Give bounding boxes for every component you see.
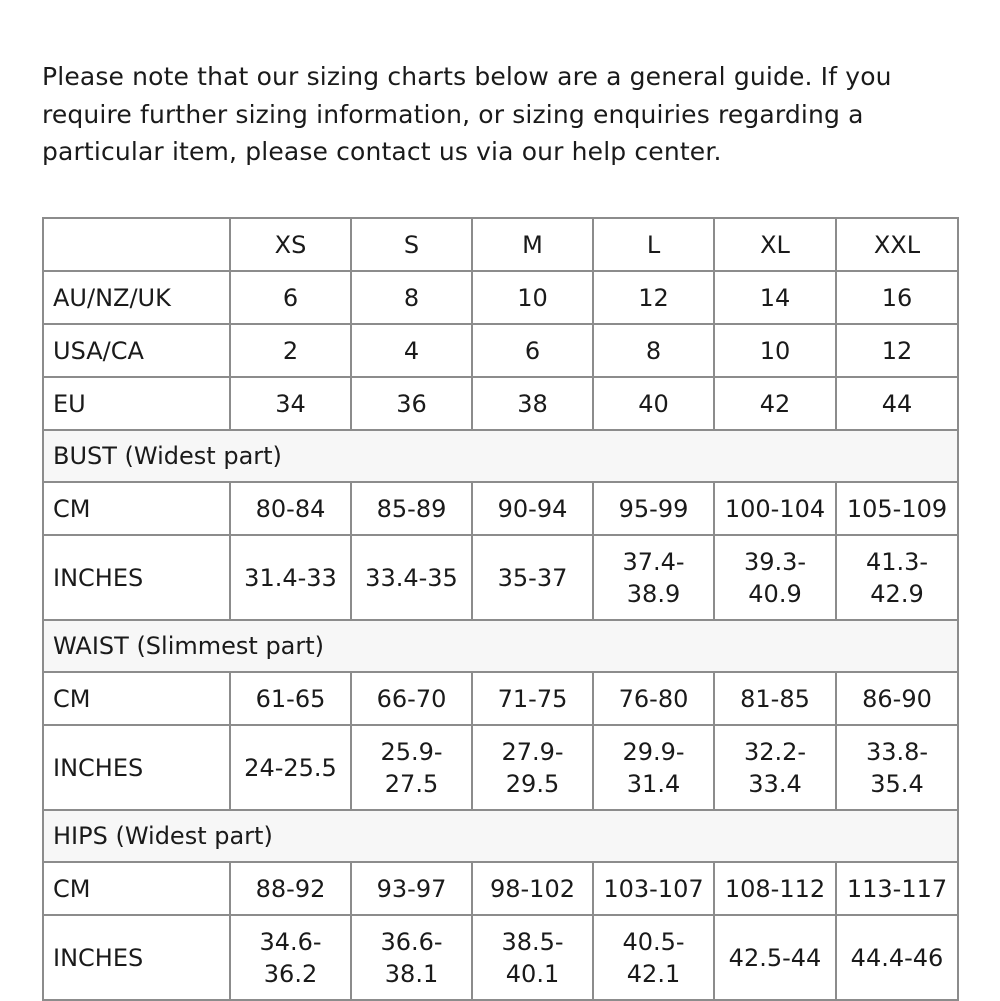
table-cell: 71-75 <box>472 672 593 725</box>
table-cell: 6 <box>230 271 351 324</box>
table-cell: 41.3- 42.9 <box>836 535 958 620</box>
table-cell: 32.2- 33.4 <box>714 725 836 810</box>
row-label: EU <box>43 377 230 430</box>
row-label: CM <box>43 672 230 725</box>
table-row <box>43 725 958 810</box>
size-chart-table <box>42 217 959 1001</box>
table-cell: 88-92 <box>230 862 351 915</box>
table-row <box>43 862 958 915</box>
row-label: USA/CA <box>43 324 230 377</box>
section-title-waist: WAIST (Slimmest part) <box>43 620 958 672</box>
section-header-row <box>43 430 958 482</box>
row-label: INCHES <box>43 535 230 620</box>
table-cell: 42 <box>714 377 836 430</box>
table-cell: 40 <box>593 377 714 430</box>
table-row <box>43 915 958 1000</box>
table-cell: 33.4-35 <box>351 535 472 620</box>
table-cell: 85-89 <box>351 482 472 535</box>
header-corner-cell <box>43 218 230 271</box>
section-header-row <box>43 620 958 672</box>
table-cell: 31.4-33 <box>230 535 351 620</box>
table-cell: 27.9- 29.5 <box>472 725 593 810</box>
row-label: INCHES <box>43 915 230 1000</box>
table-cell: 4 <box>351 324 472 377</box>
table-cell: 113-117 <box>836 862 958 915</box>
table-cell: 10 <box>714 324 836 377</box>
table-row <box>43 324 958 377</box>
size-header-cell: S <box>351 218 472 271</box>
table-cell: 8 <box>351 271 472 324</box>
size-header-cell: XXL <box>836 218 958 271</box>
table-cell: 36 <box>351 377 472 430</box>
table-cell: 16 <box>836 271 958 324</box>
table-cell: 33.8- 35.4 <box>836 725 958 810</box>
table-cell: 12 <box>836 324 958 377</box>
row-label: CM <box>43 482 230 535</box>
table-cell: 93-97 <box>351 862 472 915</box>
table-cell: 66-70 <box>351 672 472 725</box>
table-cell: 98-102 <box>472 862 593 915</box>
table-cell: 35-37 <box>472 535 593 620</box>
table-cell: 29.9- 31.4 <box>593 725 714 810</box>
table-cell: 103-107 <box>593 862 714 915</box>
table-cell: 40.5- 42.1 <box>593 915 714 1000</box>
table-cell: 81-85 <box>714 672 836 725</box>
size-header-cell: L <box>593 218 714 271</box>
table-row <box>43 535 958 620</box>
size-header-row <box>43 218 958 271</box>
row-label: AU/NZ/UK <box>43 271 230 324</box>
table-row <box>43 672 958 725</box>
table-cell: 42.5-44 <box>714 915 836 1000</box>
table-cell: 86-90 <box>836 672 958 725</box>
table-cell: 95-99 <box>593 482 714 535</box>
table-cell: 39.3- 40.9 <box>714 535 836 620</box>
intro-paragraph: Please note that our sizing charts below are a general guide. If you require further sizing information, or sizing enquiries regarding a particular item, please contact us via our help center. <box>42 62 892 166</box>
row-label: INCHES <box>43 725 230 810</box>
table-cell: 90-94 <box>472 482 593 535</box>
size-header-cell: XS <box>230 218 351 271</box>
table-cell: 34 <box>230 377 351 430</box>
table-cell: 25.9- 27.5 <box>351 725 472 810</box>
table-cell: 100-104 <box>714 482 836 535</box>
table-cell: 108-112 <box>714 862 836 915</box>
table-cell: 80-84 <box>230 482 351 535</box>
table-cell: 24-25.5 <box>230 725 351 810</box>
section-title-bust: BUST (Widest part) <box>43 430 958 482</box>
row-label: CM <box>43 862 230 915</box>
table-cell: 44.4-46 <box>836 915 958 1000</box>
table-cell: 10 <box>472 271 593 324</box>
table-cell: 34.6- 36.2 <box>230 915 351 1000</box>
table-cell: 37.4- 38.9 <box>593 535 714 620</box>
table-cell: 14 <box>714 271 836 324</box>
table-cell: 76-80 <box>593 672 714 725</box>
size-header-cell: XL <box>714 218 836 271</box>
section-header-row <box>43 810 958 862</box>
table-cell: 38 <box>472 377 593 430</box>
table-cell: 105-109 <box>836 482 958 535</box>
size-chart-body <box>43 218 958 1000</box>
table-cell: 12 <box>593 271 714 324</box>
size-header-cell: M <box>472 218 593 271</box>
table-cell: 36.6- 38.1 <box>351 915 472 1000</box>
table-cell: 44 <box>836 377 958 430</box>
table-cell: 61-65 <box>230 672 351 725</box>
table-row <box>43 271 958 324</box>
section-title-hips: HIPS (Widest part) <box>43 810 958 862</box>
table-row <box>43 377 958 430</box>
table-cell: 2 <box>230 324 351 377</box>
table-row <box>43 482 958 535</box>
table-cell: 38.5- 40.1 <box>472 915 593 1000</box>
table-cell: 8 <box>593 324 714 377</box>
table-cell: 6 <box>472 324 593 377</box>
